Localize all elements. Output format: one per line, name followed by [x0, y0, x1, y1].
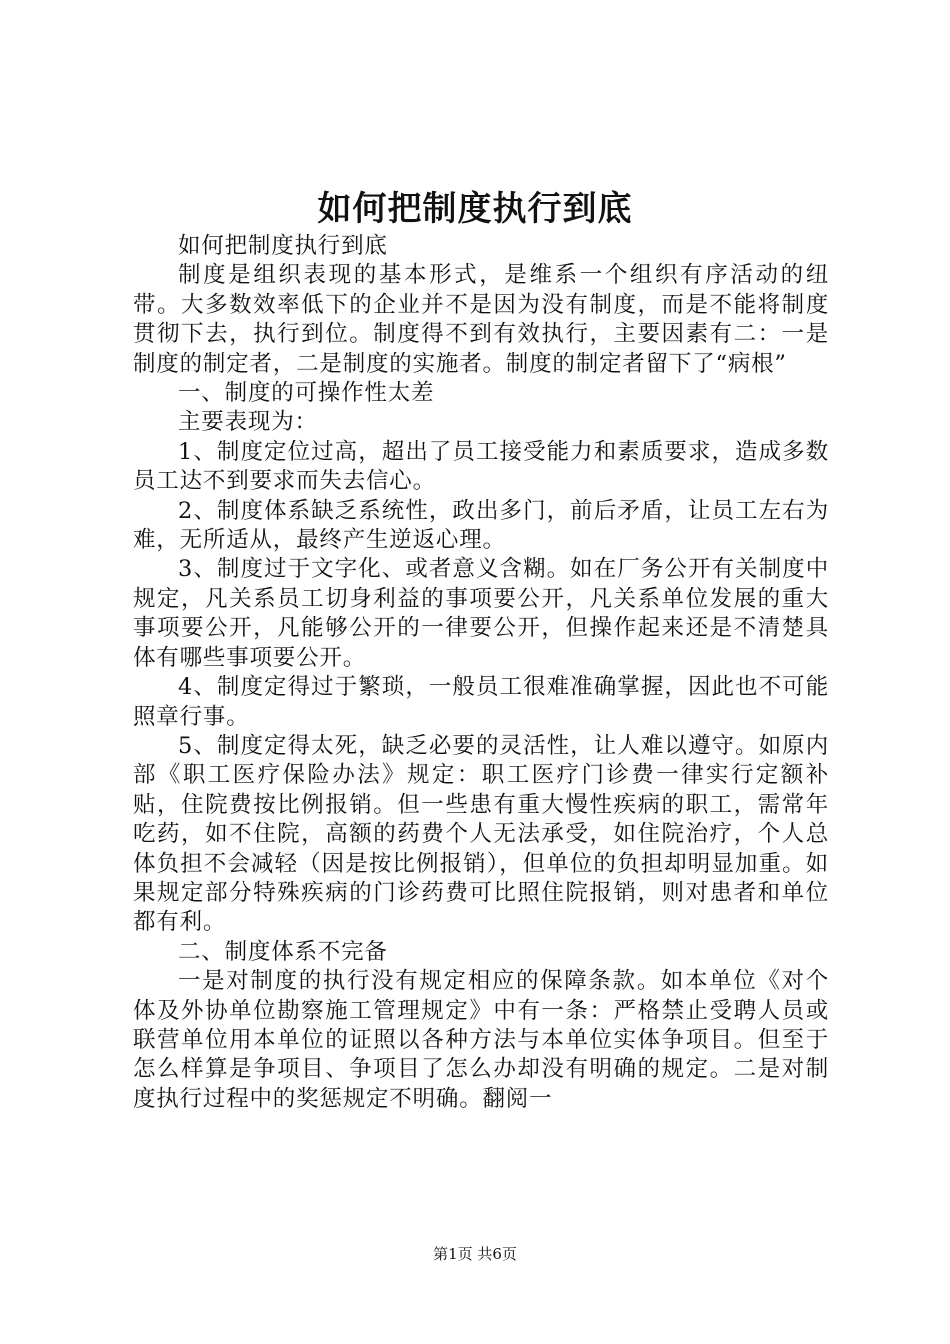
- paragraph-main-manifestations: 主要表现为：: [178, 409, 318, 436]
- section-heading-2: 二、制度体系不完备: [178, 938, 388, 965]
- list-item-5: 5、制度定得太死，缺乏必要的灵活性，让人难以遵守。如原内部《职工医疗保险办法》规定：职工医疗门诊费一律实行定额补贴，住院费按比例报销。但一些患有重大慢性疾病的职工，需常年吃药，如不住院，高额的药费个人无法承受，如住院治疗，个人总体负担不会减轻（因是按比例报销），但单位的负担却明显加重。如果规定部分特殊疾病的门诊药费可比照住院报销，则对患者和单位都有利。: [133, 732, 829, 936]
- paragraph-intro: 制度是组织表现的基本形式，是维系一个组织有序活动的纽带。大多数效率低下的企业并不是因为没有制度，而是不能将制度贯彻下去，执行到位。制度得不到有效执行，主要因素有二：一是制度的制定者，二是制度的实施者。制度的制定者留下了“病根”: [133, 262, 829, 377]
- paragraph-section-2: 一是对制度的执行没有规定相应的保障条款。如本单位《对个体及外协单位勘察施工管理规定》中有一条：严格禁止受聘人员或联营单位用本单位的证照以各种方法与本单位实体争项目。但至于怎么样算是争项目、争项目了怎么办却没有明确的规定。二是对制度执行过程中的奖惩规定不明确。翻阅一: [133, 968, 829, 1112]
- list-item-4: 4、制度定得过于繁琐，一般员工很难准确掌握，因此也不可能照章行事。: [133, 674, 829, 730]
- list-item-3: 3、制度过于文字化、或者意义含糊。如在厂务公开有关制度中规定，凡关系员工切身利益的事项要公开，凡关系单位发展的重大事项要公开，凡能够公开的一律要公开，但操作起来还是不清楚具体有哪些事项要公开。: [133, 556, 829, 671]
- list-item-2: 2、制度体系缺乏系统性，政出多门，前后矛盾，让员工左右为难，无所适从，最终产生逆返心理。: [133, 497, 829, 554]
- document-body: [133, 232, 829, 1114]
- list-item-1: 1、制度定位过高，超出了员工接受能力和素质要求，造成多数员工达不到要求而失去信心。: [133, 438, 829, 495]
- document-title: 如何把制度执行到底: [317, 189, 633, 229]
- section-heading-1: 一、制度的可操作性太差: [178, 380, 435, 407]
- paragraph-subtitle: 如何把制度执行到底: [178, 233, 388, 259]
- page-footer: 第1页 共6页: [433, 1245, 517, 1263]
